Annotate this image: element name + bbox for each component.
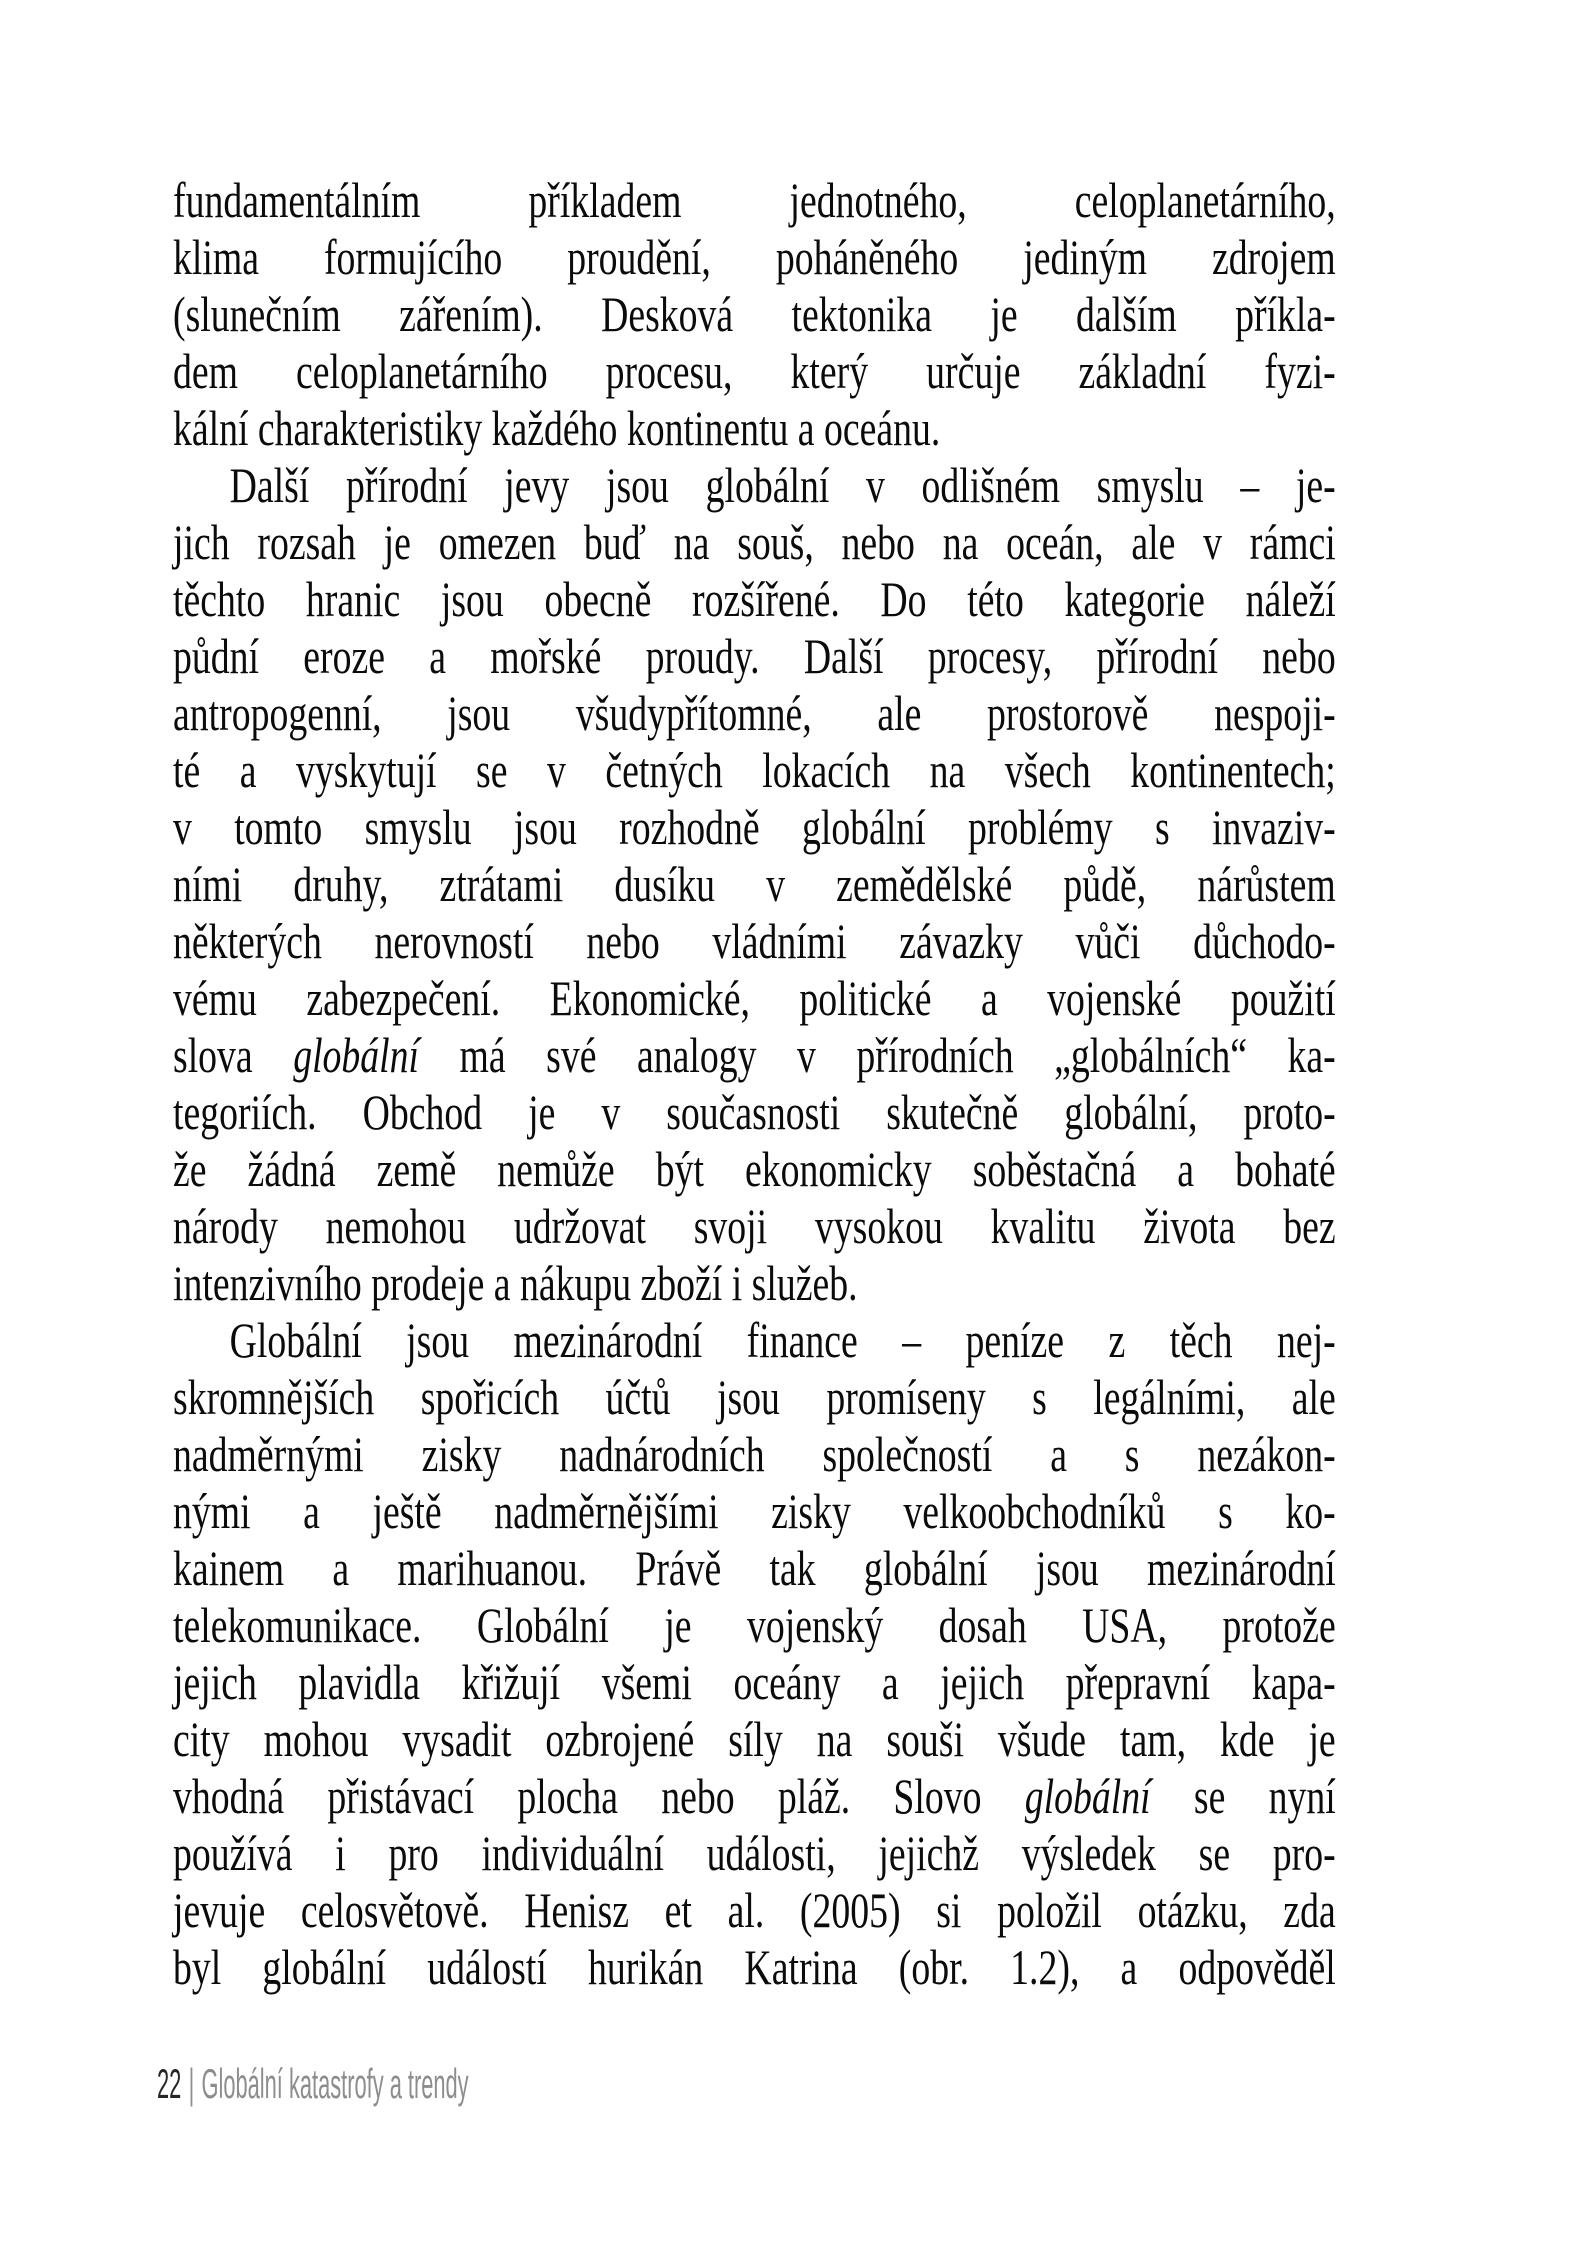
text-line: jejich plavidla křižují všemi oceány a jejich přepravní kapa- [173,1654,1336,1710]
text-line: skromnějších spořicích účtů jsou promíseny s legálními, ale [173,1369,1336,1425]
text-line: používá i pro individuální události, jejichž výsledek se pro- [173,1825,1336,1881]
text-line: půdní eroze a mořské proudy. Další procesy, přírodní nebo [173,628,1336,684]
text-line: kainem a marihuanou. Právě tak globální jsou mezinárodní [173,1540,1336,1596]
text-line: Globální jsou mezinárodní finance – peníze z těch nej- [229,1312,1336,1368]
text-line: klima formujícího proudění, poháněného jediným zdrojem [173,229,1336,285]
text-line: nadměrnými zisky nadnárodních společností a s nezákon- [173,1426,1336,1482]
text-line: tegoriích. Obchod je v současnosti skutečně globální, proto- [173,1084,1336,1140]
text-line: intenzivního prodeje a nákupu zboží i služeb. [173,1255,858,1311]
text-line: některých nerovností nebo vládními závazky vůči důchodo- [173,913,1336,969]
text-line: té a vyskytují se v četných lokacích na všech kontinentech; [173,742,1336,798]
paragraph [173,1312,1336,1996]
text-line: vhodná přistávací plocha nebo pláž. Slovo globální se nyní [173,1768,1336,1824]
text-line: dem celoplanetárního procesu, který určuje základní fyzi- [173,343,1336,399]
text-line: telekomunikace. Globální je vojenský dosah USA, protože [173,1597,1336,1653]
italic-emphasis: globální [1024,1768,1151,1824]
text-line: národy nemohou udržovat svoji vysokou kvalitu života bez [173,1198,1336,1254]
footer-book-title: Globální katastrofy a trendy [201,2060,469,2107]
paragraph [173,172,1336,457]
text-line: fundamentálním příkladem jednotného, celoplanetárního, [173,172,1336,228]
running-footer [157,2060,469,2107]
text-line: nými a ještě nadměrnějšími zisky velkoobchodníků s ko- [173,1483,1336,1539]
text-line: city mohou vysadit ozbrojené síly na souši všude tam, kde je [173,1711,1336,1767]
text-line: vému zabezpečení. Ekonomické, politické a vojenské použití [173,970,1336,1026]
text-line: jevuje celosvětově. Henisz et al. (2005) si položil otázku, zda [173,1882,1336,1938]
text-line: Další přírodní jevy jsou globální v odlišném smyslu – je- [229,457,1336,513]
italic-emphasis: globální [293,1027,420,1083]
text-line: ními druhy, ztrátami dusíku v zemědělské půdě, nárůstem [173,856,1336,912]
page-number: 22 [157,2060,182,2107]
text-line: slova globální má své analogy v přírodních „globálních“ ka- [173,1027,1336,1083]
footer-separator: | [188,2060,195,2107]
text-line: byl globální událostí hurikán Katrina (obr. 1.2), a odpověděl [173,1939,1336,1995]
paragraph [173,457,1336,1312]
text-line: v tomto smyslu jsou rozhodně globální problémy s invaziv- [173,799,1336,855]
text-line: že žádná země nemůže být ekonomicky soběstačná a bohaté [173,1141,1336,1197]
text-line: antropogenní, jsou všudypřítomné, ale prostorově nespoji- [173,685,1336,741]
text-line: jich rozsah je omezen buď na souš, nebo na oceán, ale v rámci [173,514,1336,570]
text-line: těchto hranic jsou obecně rozšířené. Do této kategorie náleží [173,571,1336,627]
body-text [173,172,1336,1996]
text-line: (slunečním zářením). Desková tektonika je dalším příkla- [173,286,1336,342]
text-line: kální charakteristiky každého kontinentu a oceánu. [173,400,941,456]
